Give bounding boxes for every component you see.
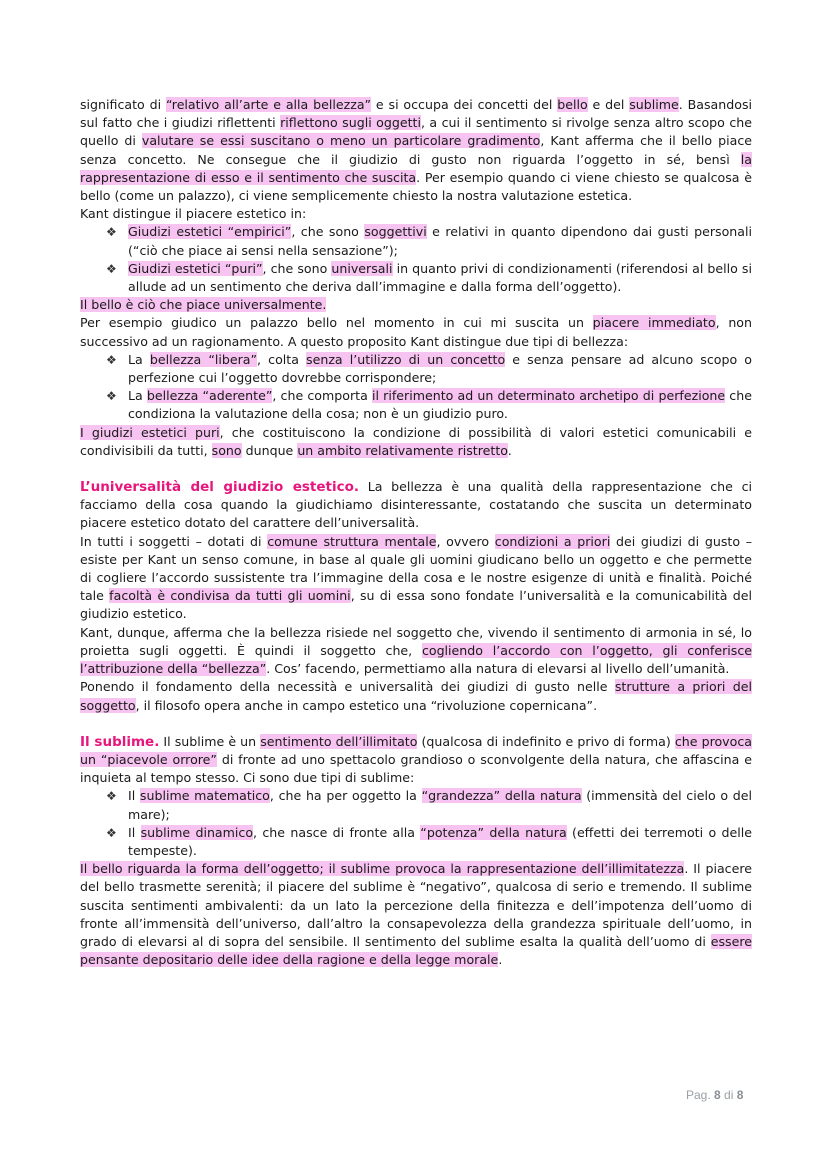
spacer [80, 715, 752, 733]
highlight: soggettivi [364, 224, 427, 240]
text: . Per esempio quando ci viene chiesto se qualcosa è bello (come un palazzo), ci viene semplicemente chiesto la nostra valutazione estetica. [80, 169, 752, 204]
text: Per esempio giudico un palazzo bello nel momento in cui mi suscita un [80, 315, 593, 331]
final-paragraph [80, 860, 752, 969]
text: . Cos’ facendo, permettiamo alla natura di elevarsi al livello dell’umanità. [266, 661, 730, 677]
diamond-bullet-icon: ❖ [106, 789, 117, 804]
text: Kant, dunque, afferma che la bellezza risiede nel soggetto che, vivendo il sentimento di armonia in sé, lo proietta sugli oggetti. È quindi il soggetto che, [80, 624, 752, 658]
text: , Kant afferma che il bello piace senza concetto. Ne consegue che il giudizio di gusto non riguarda l’oggetto in sé, bensì [80, 133, 752, 167]
highlight: sublime matematico [139, 788, 270, 804]
highlight: Il bello riguarda la forma dell’oggetto; il sublime provoca la rappresentazione dell’illimitatezza [80, 861, 685, 877]
text: , che comporta [272, 388, 372, 404]
section-heading: L’universalità del giudizio estetico. [80, 479, 359, 496]
text: . [507, 442, 512, 458]
text: . Basandosi sul fatto che i giudizi riflettenti [80, 97, 753, 131]
section-heading: Il sublime. [80, 733, 160, 750]
diamond-bullet-icon: ❖ [106, 389, 117, 404]
text: Il [128, 824, 141, 840]
highlight: sentimento dell’illimitato [260, 733, 418, 749]
text: , che costituiscono la condizione di possibilità di valori estetici comunicabili e condivisibili da tutti, [80, 424, 752, 458]
ponendo-paragraph [80, 678, 752, 714]
page-sep: di [720, 1088, 737, 1102]
sublime-types-list [80, 787, 752, 860]
highlight: I giudizi estetici puri [80, 424, 220, 440]
highlight: bellezza “aderente” [146, 388, 273, 404]
page-number [686, 1088, 743, 1102]
total-pages: 8 [736, 1088, 744, 1102]
highlight: Giudizi estetici “puri” [128, 260, 263, 276]
text: e si occupa dei concetti del [371, 97, 558, 112]
list-item [106, 824, 752, 860]
highlight: un ambito relativamente ristretto [297, 442, 508, 458]
soggetti-paragraph [80, 533, 752, 624]
text: , il filosofo opera anche in campo estetico una “rivoluzione copernicana”. [135, 697, 598, 713]
highlight: condizioni a priori [494, 533, 611, 549]
diamond-bullet-icon: ❖ [106, 261, 117, 276]
text: in quanto privi di condizionamenti (riferendosi al bello si allude ad un sentimento che deriva dall’immagine e dalla forma dell’oggetto). [128, 260, 752, 295]
document-page [80, 96, 752, 969]
sublime-section [80, 733, 752, 788]
list-item [106, 787, 752, 823]
spacer [80, 460, 752, 478]
intro-paragraph [80, 96, 752, 205]
text: , non successivo ad un ragionamento. A questo proposito Kant distingue due tipi di bellezza: [80, 315, 752, 349]
highlight: la rappresentazione di esso e il sentimento che suscita [80, 151, 752, 185]
highlight: “potenza” della natura [420, 824, 567, 840]
text: , che nasce di fronte alla [253, 824, 421, 840]
text: dunque [241, 442, 298, 458]
text: , che sono [262, 260, 332, 276]
kant-bellezza-paragraph [80, 624, 752, 679]
text: (immensità del cielo o del mare); [128, 788, 753, 822]
highlight: bello [557, 97, 588, 112]
text: . [498, 952, 503, 968]
text: e senza pensare ad alcuno scopo o perfezione cui l’oggetto dovrebbe corrispondere; [128, 351, 752, 386]
highlight: facoltà è condivisa da tutti gli uomini [109, 588, 351, 604]
text: , che sono [291, 224, 365, 240]
distingue-line: Kant distingue il piacere estetico in: [80, 206, 307, 222]
bello-line [80, 296, 752, 314]
page-prefix: Pag. [686, 1088, 715, 1102]
beauty-types-list [80, 351, 752, 424]
text: In tutti i soggetti – dotati di [80, 533, 268, 549]
text: La [128, 351, 150, 367]
diamond-bullet-icon: ❖ [106, 825, 117, 840]
list-item [106, 260, 752, 296]
text: e relativi in quanto dipendono dai gusti personali (“ciò che piace ai sensi nella sensazione”); [128, 224, 752, 258]
text: La [128, 388, 147, 404]
highlight: piacere immediato [592, 315, 716, 331]
highlight: sublime dinamico [140, 824, 254, 840]
highlight: sono [211, 442, 242, 458]
text: (qualcosa di indefinito e privo di forma) [417, 733, 675, 749]
list-item [106, 351, 752, 387]
highlight: riflettono sugli oggetti [280, 115, 421, 131]
universality-section [80, 478, 752, 533]
highlight: valutare se essi suscitano o meno un particolare gradimento [141, 133, 541, 149]
highlight: strutture a priori del soggetto [80, 679, 752, 713]
highlight: cogliendo l’accordo con l’oggetto, gli conferisce l’attribuzione della “bellezza” [80, 642, 752, 677]
highlight: comune struttura mentale [267, 533, 437, 549]
text: . Il piacere del bello trasmette serenità; il piacere del sublime è “negativo”, qualcosa di serio e tremendo. Il sublime suscita sentimenti ambivalenti: da un lato la percezione della finitezza e dell’impotenza dell’uomo di fronte all’immensità dell’universo, dall’altro la consapevolezza della grandezza spirituale dell’uomo, in grado di elevarsi al di sopra del sensibile. Il sentimento del sublime esalta la qualità dell’uomo di [80, 861, 752, 949]
text: , che ha per oggetto la [269, 788, 422, 804]
text: (effetti dei terremoti o delle tempeste). [128, 824, 752, 858]
esempio-paragraph [80, 314, 752, 350]
text: , ovvero [436, 533, 495, 549]
text: , colta [257, 351, 307, 367]
highlight: essere pensante depositario delle idee della ragione e della legge morale [80, 933, 752, 968]
text: , su di essa sono fondate l’universalità e la comunicabilità del giudizio estetico. [80, 588, 753, 622]
highlight: “relativo all’arte e alla bellezza” [165, 97, 372, 112]
text: Il sublime è un [159, 733, 261, 749]
aesthetic-judgment-list [80, 223, 752, 296]
highlight: Il bello è ciò che piace universalmente. [80, 297, 327, 313]
puri-paragraph [80, 424, 752, 460]
list-item [106, 387, 752, 423]
text: , a cui il sentimento si rivolge senza altro scopo che quello di [80, 115, 752, 149]
diamond-bullet-icon: ❖ [106, 225, 117, 240]
text: Il [128, 788, 140, 804]
highlight: sublime [629, 97, 679, 112]
text: La bellezza è una qualità della rappresentazione che ci facciamo della cosa quando la giudichiamo disinteressante, costatando che suscita un determinato piacere estetico dotato del carattere dell’universalità. [80, 479, 752, 531]
current-page: 8 [714, 1088, 721, 1102]
highlight: che provoca un “piacevole orrore” [80, 733, 752, 767]
highlight: universali [331, 260, 393, 276]
text: Ponendo il fondamento della necessità e universalità dei giudizi di gusto nelle [80, 679, 615, 695]
highlight: senza l’utilizzo di un concetto [306, 351, 506, 367]
highlight: bellezza “libera” [149, 351, 258, 367]
list-item [106, 223, 752, 259]
diamond-bullet-icon: ❖ [106, 352, 117, 367]
highlight: Giudizi estetici “empirici” [128, 224, 292, 240]
text: e del [587, 97, 630, 112]
highlight: il riferimento ad un determinato archetipo di perfezione [371, 388, 726, 404]
text: che condiziona la valutazione della cosa; non è un giudizio puro. [128, 388, 752, 422]
text: dei giudizi di gusto – esiste per Kant un senso comune, in base al quale gli uomini giudicano bello un oggetto e che permette di cogliere l’accordo sussistente tra l’immagine della cosa e le nostre esigenze di unità e finalità. Poiché tale [80, 533, 752, 604]
highlight: “grandezza” della natura [421, 788, 582, 804]
text: significato di [80, 97, 166, 112]
text: di fronte ad uno spettacolo grandioso o sconvolgente della natura, che affascina e inquieta al tempo stesso. Ci sono due tipi di sublime: [80, 751, 752, 786]
